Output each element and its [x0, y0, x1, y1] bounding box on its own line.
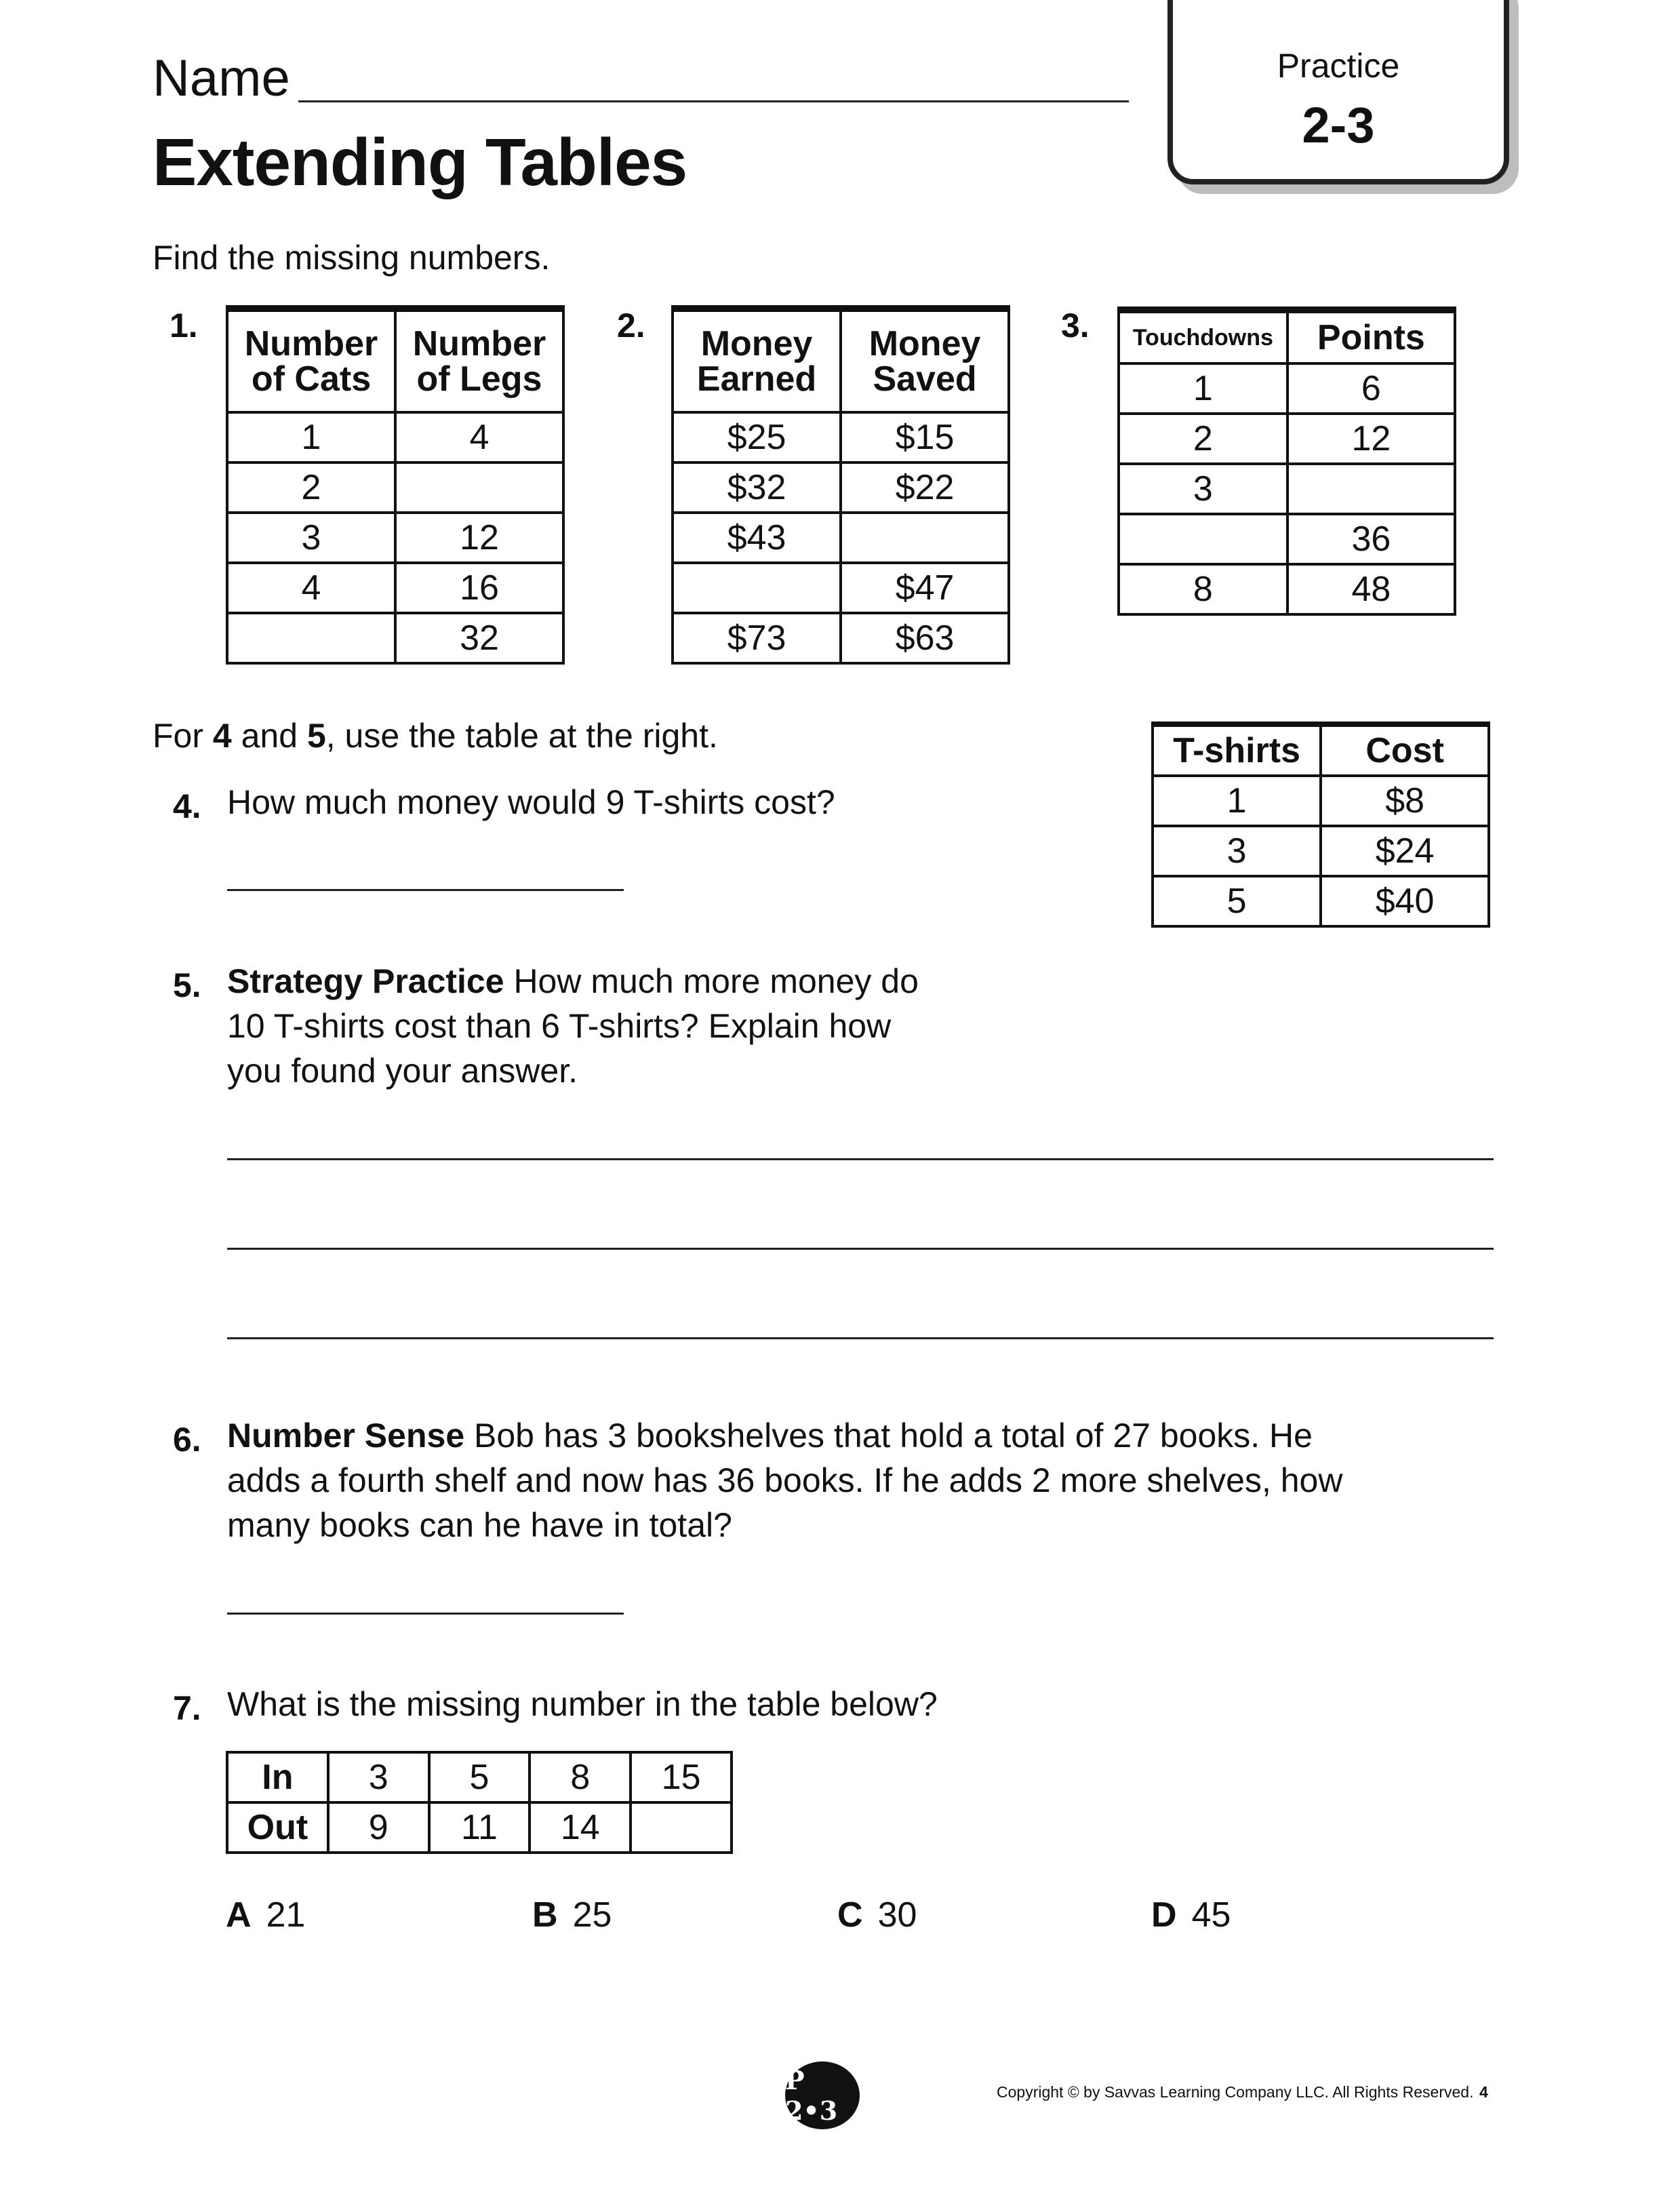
problem-2-number: 2.: [617, 307, 645, 344]
problem-6-line-3: many books can he have in total?: [227, 1506, 732, 1544]
table-header: Money Earned: [673, 309, 841, 412]
problem-5-text: How much more money do: [504, 962, 919, 1000]
table-row: [227, 563, 563, 613]
choice-value: 30: [877, 1895, 917, 1935]
problem-4-text: How much money would 9 T-shirts cost?: [227, 783, 835, 821]
table-cell: $47: [841, 563, 1009, 613]
table-cell: $32: [673, 462, 841, 513]
problem-5-answer-line[interactable]: [227, 1337, 1494, 1339]
table-cell: 1: [227, 412, 395, 462]
answer-cell[interactable]: [395, 462, 563, 513]
table-row: [1119, 414, 1455, 464]
copyright-text: Copyright © by Savvas Learning Company LLC. All Rights Reserved.: [997, 2083, 1474, 2101]
table-row: [1153, 776, 1489, 826]
problem-4-answer-line[interactable]: [227, 889, 624, 891]
table-cell: 1: [1119, 363, 1287, 414]
table-cell: 3: [1119, 464, 1287, 514]
table-cell: 48: [1287, 564, 1455, 614]
table-row: [1119, 464, 1455, 514]
money-table: [671, 305, 1010, 665]
answer-cell[interactable]: [227, 613, 395, 663]
problem-5-label: Strategy Practice: [227, 962, 504, 1000]
practice-label: Practice: [1277, 47, 1400, 85]
problem-6-label: Number Sense: [227, 1417, 465, 1455]
table-row: [673, 412, 1009, 462]
table-row: [1153, 876, 1489, 926]
table-row: [1119, 514, 1455, 564]
table-header: Number of Cats: [227, 309, 395, 412]
table-cell: 8: [530, 1752, 631, 1802]
intro-text: For: [153, 717, 213, 755]
problem-5-line-2: 10 T-shirts cost than 6 T-shirts? Explain how: [227, 1007, 892, 1045]
answer-cell[interactable]: [1119, 514, 1287, 564]
practice-tab: [1167, 0, 1509, 184]
practice-number: 2-3: [1302, 97, 1375, 153]
problem-6-number: 6.: [173, 1421, 201, 1459]
table-cell: 11: [429, 1802, 530, 1853]
table-row: [1119, 363, 1455, 414]
table-cell: 12: [395, 513, 563, 563]
problem-6-line-1: [227, 1413, 1313, 1458]
table-row: [673, 513, 1009, 563]
instructions: Find the missing numbers.: [153, 239, 551, 277]
table-cell: $73: [673, 613, 841, 663]
problem-4-number: 4.: [173, 787, 201, 825]
answer-cell[interactable]: [673, 563, 841, 613]
table-cell: 4: [227, 563, 395, 613]
table-row: [1153, 826, 1489, 876]
choice-value: 21: [266, 1895, 306, 1935]
table-cell: $25: [673, 412, 841, 462]
table-cell: 2: [1119, 414, 1287, 464]
problem-5-line-3: you found your answer.: [227, 1052, 578, 1090]
name-label: Name: [153, 50, 290, 107]
table-cell: 3: [227, 513, 395, 563]
table-cell: 12: [1287, 414, 1455, 464]
table-cell: 1: [1153, 776, 1321, 826]
touchdowns-table: [1117, 307, 1456, 616]
table-cell: $22: [841, 462, 1009, 513]
table-cell: $40: [1321, 876, 1489, 926]
page-title: Extending Tables: [153, 125, 687, 199]
table-header: Points: [1287, 310, 1455, 363]
answer-cell[interactable]: [1287, 464, 1455, 514]
choice-letter: A: [226, 1895, 252, 1935]
table-cell: 36: [1287, 514, 1455, 564]
table-row: [673, 613, 1009, 663]
problem-5-number: 5.: [173, 966, 201, 1004]
answer-cell[interactable]: [631, 1802, 732, 1853]
table-row: [673, 462, 1009, 513]
choice-letter: C: [837, 1895, 863, 1935]
table-cell: 14: [530, 1802, 631, 1853]
table-header: T-shirts: [1153, 724, 1321, 776]
table-row: [227, 412, 563, 462]
out-label: Out: [227, 1802, 328, 1853]
answer-cell[interactable]: [841, 513, 1009, 563]
intro-bold: 4: [212, 717, 232, 755]
table-cell: $43: [673, 513, 841, 563]
choice-d[interactable]: [1151, 1897, 1231, 1933]
table-row: [673, 563, 1009, 613]
table-row: [227, 513, 563, 563]
table-row: [227, 613, 563, 663]
table-header: Number of Legs: [395, 309, 563, 412]
table-cell: $15: [841, 412, 1009, 462]
tshirt-cost-table: [1151, 722, 1490, 928]
table-row: [227, 1802, 732, 1853]
table-cell: 2: [227, 462, 395, 513]
table-row: [227, 1752, 732, 1802]
problem-5-line-1: [227, 959, 919, 1004]
table-cell: $63: [841, 613, 1009, 663]
table-cell: $24: [1321, 826, 1489, 876]
table-cell: 4: [395, 412, 563, 462]
choice-letter: D: [1151, 1895, 1177, 1935]
intro-text: and: [231, 717, 307, 755]
table-row: [1119, 564, 1455, 614]
choice-a[interactable]: [226, 1897, 305, 1933]
table-cell: $8: [1321, 776, 1489, 826]
table-cell: 32: [395, 613, 563, 663]
table-cell: 6: [1287, 363, 1455, 414]
intro-bold: 5: [306, 717, 326, 755]
table-cell: 5: [429, 1752, 530, 1802]
problem-6-answer-line[interactable]: [227, 1613, 624, 1615]
page-number: 4: [1479, 2083, 1488, 2101]
table-cell: 3: [1153, 826, 1321, 876]
choice-value: 25: [572, 1895, 612, 1935]
tshirt-intro: [153, 713, 718, 758]
table-cell: 3: [328, 1752, 429, 1802]
intro-text: , use the table at the right.: [325, 717, 718, 755]
table-cell: 8: [1119, 564, 1287, 614]
table-row: [227, 462, 563, 513]
table-cell: 15: [631, 1752, 732, 1802]
problem-6-line-2: adds a fourth shelf and now has 36 books. If he adds 2 more shelves, how: [227, 1461, 1343, 1499]
table-cell: 5: [1153, 876, 1321, 926]
problem-1-number: 1.: [169, 307, 198, 344]
page-badge: P 2•3: [785, 2061, 860, 2129]
cats-legs-table: [226, 305, 565, 665]
problem-3-number: 3.: [1061, 307, 1090, 344]
name-answer-line[interactable]: [298, 100, 1129, 102]
problem-5-answer-line[interactable]: [227, 1158, 1494, 1160]
table-cell: 16: [395, 563, 563, 613]
in-label: In: [227, 1752, 328, 1802]
problem-6-text: Bob has 3 bookshelves that hold a total of 27 books. He: [464, 1417, 1313, 1455]
table-header: Touchdowns: [1119, 310, 1287, 363]
in-out-table: [226, 1751, 733, 1854]
table-header: Cost: [1321, 724, 1489, 776]
choice-b[interactable]: [532, 1897, 612, 1933]
problem-7-text: What is the missing number in the table below?: [227, 1685, 938, 1723]
problem-5-answer-line[interactable]: [227, 1248, 1494, 1250]
choice-value: 45: [1191, 1895, 1231, 1935]
choice-letter: B: [532, 1895, 558, 1935]
problem-7-number: 7.: [173, 1689, 201, 1727]
choice-c[interactable]: [837, 1897, 917, 1933]
table-header: Money Saved: [841, 309, 1009, 412]
table-cell: 9: [328, 1802, 429, 1853]
